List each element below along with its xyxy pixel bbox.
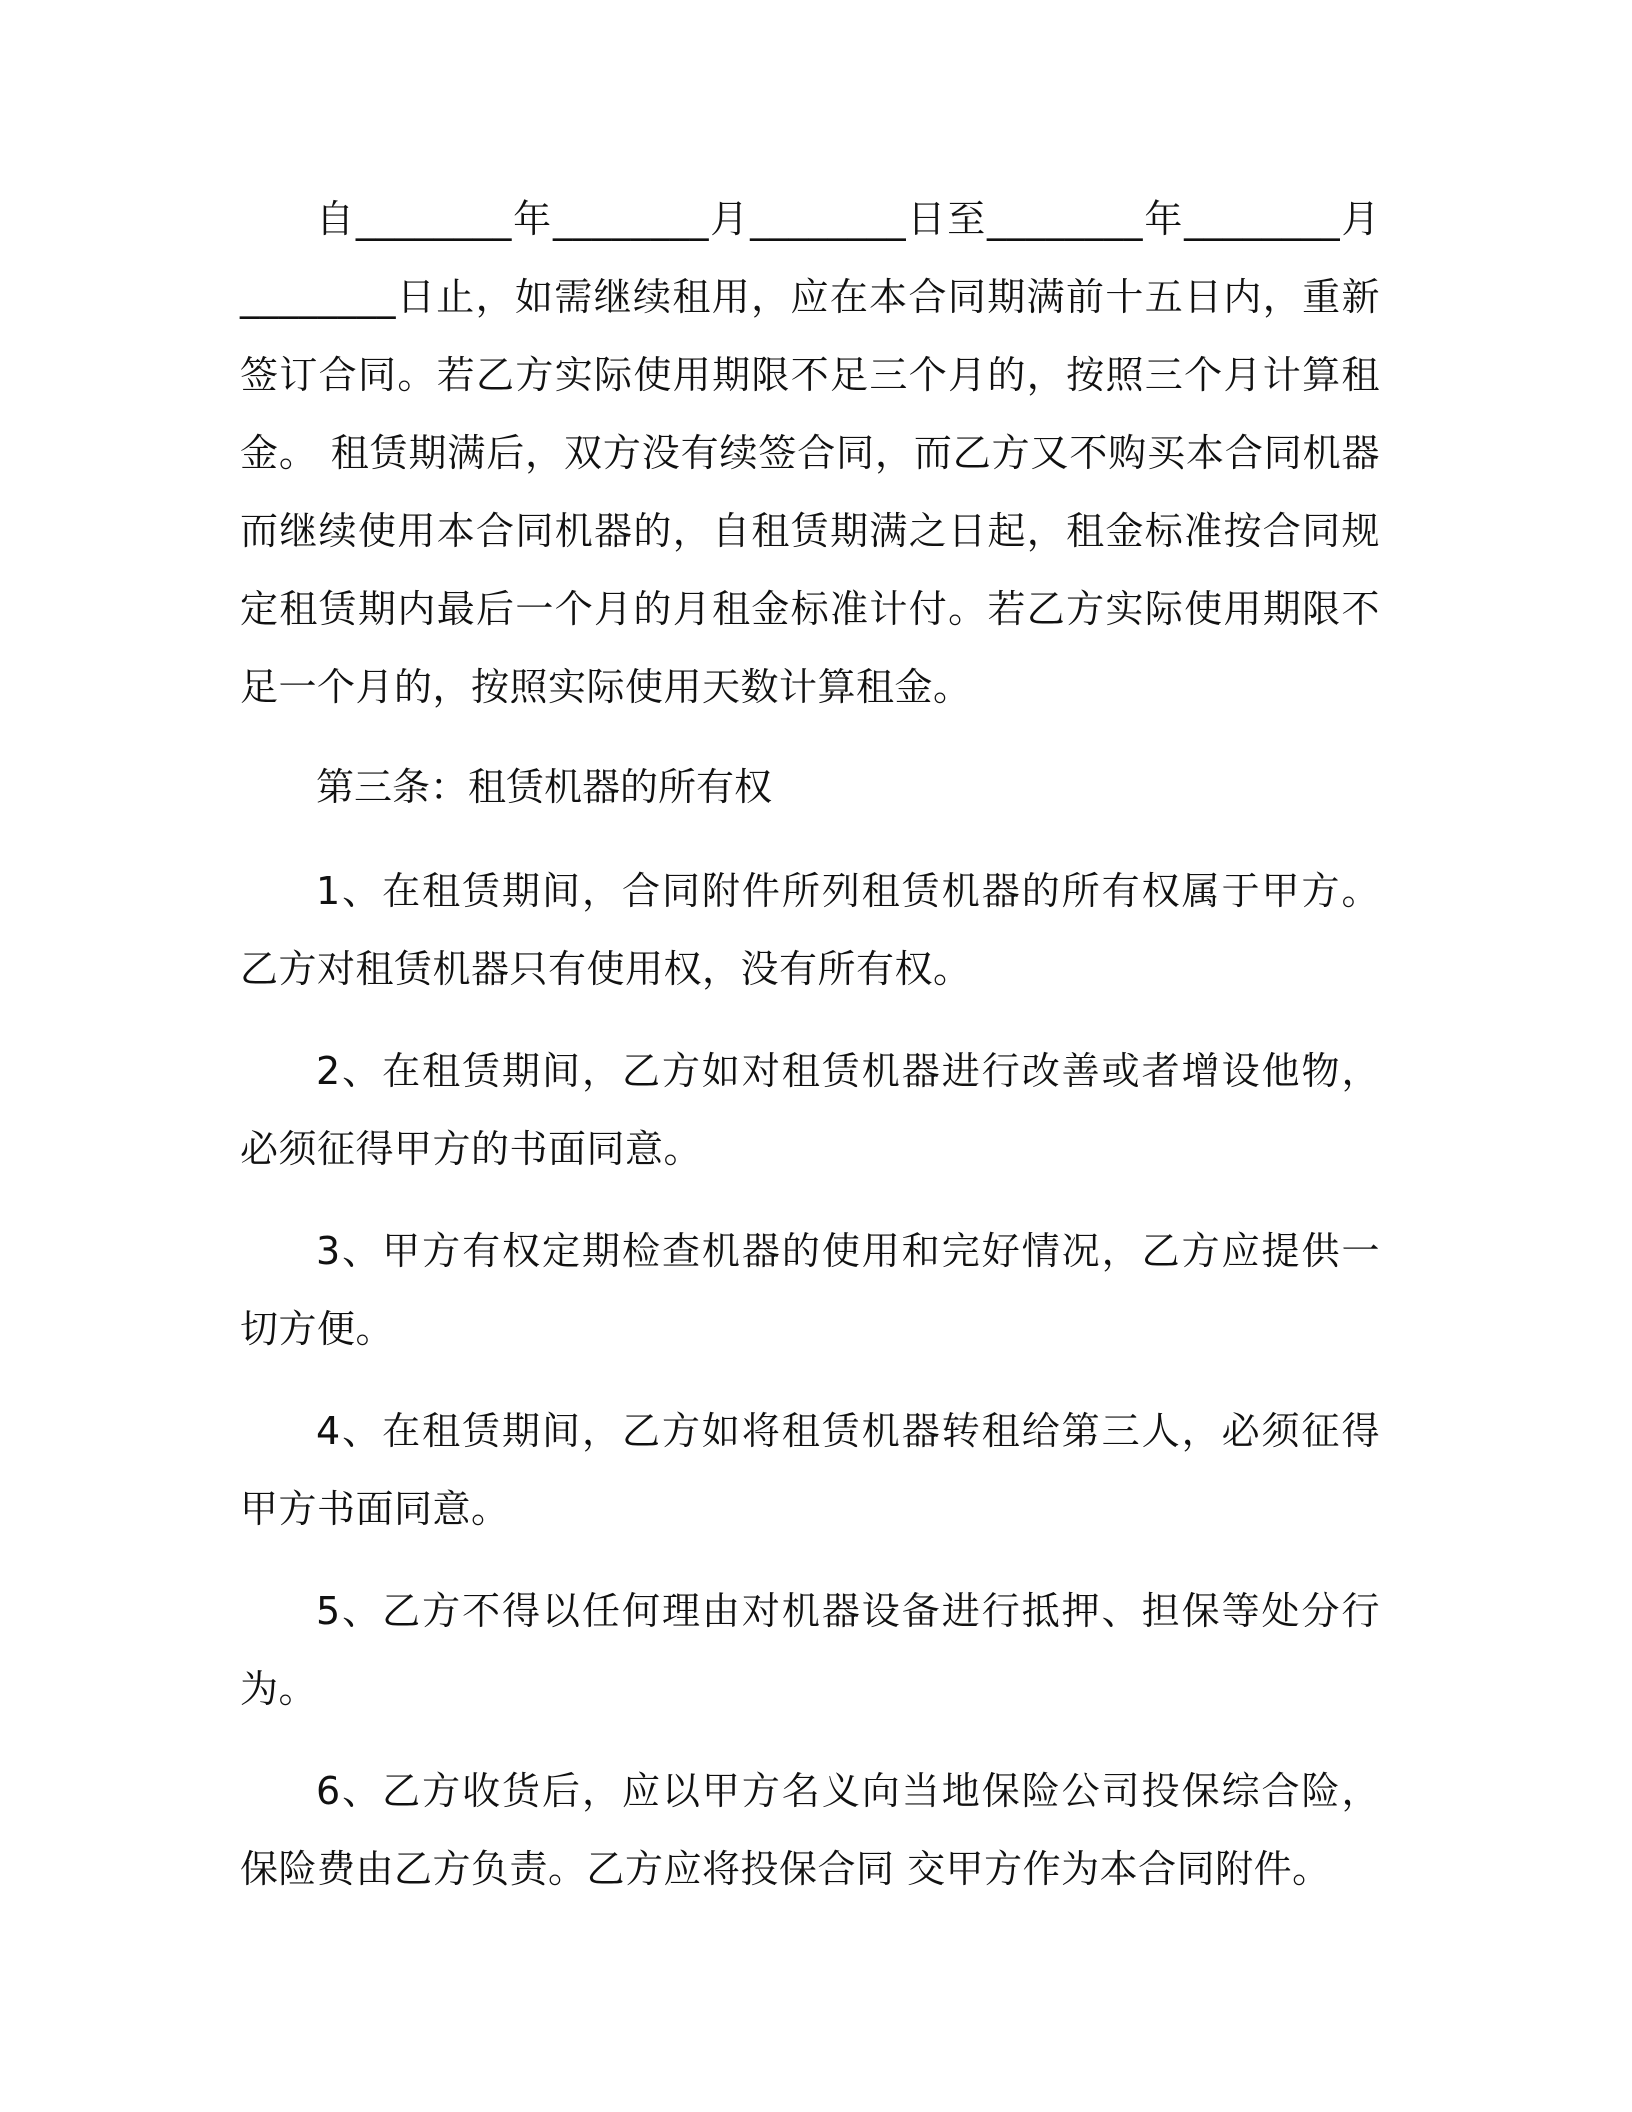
clause-3: 3、甲方有权定期检查机器的使用和完好情况，乙方应提供一切方便。 bbox=[240, 1229, 1380, 1351]
clause-5: 5、乙方不得以任何理由对机器设备进行抵押、担保等处分行为。 bbox=[240, 1589, 1380, 1711]
clause-2: 2、在租赁期间，乙方如对租赁机器进行改善或者增设他物，必须征得甲方的书面同意。 bbox=[240, 1049, 1380, 1171]
lease-term-paragraph: 自________年________月________日至________年________月________日止，如需继续租用，应在本合同期满前十五日内，重新签订合同。若乙方实际使用期限不足三个月的，按照三个月计算租金。 租赁期满后，双方没有续签合同，而乙方又不购买本合同机器而继续使用本合同机器的，自租赁期满之日起，租金标准按合同规定租赁期内最后一个月的月租金标准计付。若乙方实际使用期限不足一个月的，按照实际使用天数计算租金。 bbox=[240, 197, 1380, 709]
clause-1: 1、在租赁期间，合同附件所列租赁机器的所有权属于甲方。乙方对租赁机器只有使用权，没有所有权。 bbox=[240, 869, 1380, 991]
clause-4: 4、在租赁期间，乙方如将租赁机器转租给第三人，必须征得甲方书面同意。 bbox=[240, 1409, 1380, 1531]
section-heading: 第三条：租赁机器的所有权 bbox=[316, 765, 773, 809]
document-body bbox=[240, 180, 1380, 1932]
clause-6: 6、乙方收货后，应以甲方名义向当地保险公司投保综合险，保险费由乙方负责。乙方应将投保合同 交甲方作为本合同附件。 bbox=[240, 1769, 1380, 1891]
